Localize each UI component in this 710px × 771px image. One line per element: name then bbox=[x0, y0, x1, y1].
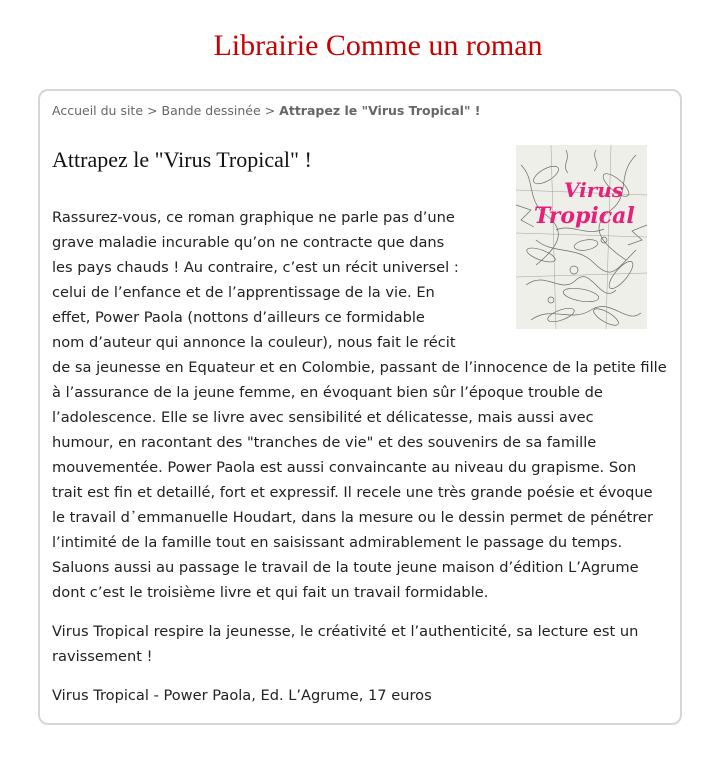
paragraph-line: nom d’auteur qui annonce la couleur), nous fait le récit bbox=[52, 334, 456, 351]
breadcrumb-separator: > bbox=[147, 103, 158, 118]
paragraph-line: l’intimité de la famille tout en saisissant admirablement le passage du temps. bbox=[52, 534, 623, 551]
paragraph-line: trait est fin et detaillé, fort et expressif. Il recele une très grande poésie et évoque bbox=[52, 484, 653, 501]
cover-title-line2: Tropical bbox=[534, 203, 635, 229]
breadcrumb-separator: > bbox=[264, 103, 276, 118]
paragraph-line: dont c’est le troisième livre et qui fait un travail formidable. bbox=[52, 584, 489, 601]
article-paragraph-2 bbox=[52, 619, 692, 669]
paragraph-line: mouvementée. Power Paola est aussi convaincante au niveau du grapisme. Son bbox=[52, 459, 637, 476]
article-paragraph-3: Virus Tropical - Power Paola, Ed. L’Agrume, 17 euros bbox=[52, 687, 432, 704]
paragraph-line: de sa jeunesse en Equateur et en Colombie, passant de l’innocence de la petite fille bbox=[52, 359, 667, 376]
paragraph-line: Virus Tropical respire la jeunesse, le créativité et l’authenticité, sa lecture est un bbox=[52, 623, 639, 640]
paragraph-line: ravissement ! bbox=[52, 648, 153, 665]
article-title: Attrapez le "Virus Tropical" ! bbox=[52, 147, 312, 172]
cover-title-line1: Virus bbox=[564, 178, 624, 202]
paragraph-line: grave maladie incurable qu’on ne contracte que dans bbox=[52, 234, 445, 251]
paragraph-line: l’adolescence. Elle se livre avec sensibilité et délicatesse, mais aussi avec bbox=[52, 409, 594, 426]
paragraph-line: à l’assurance de la jeune femme, en évoquant bien sûr l’époque trouble de bbox=[52, 384, 603, 401]
site-title[interactable]: Librairie Comme un roman bbox=[213, 29, 543, 62]
paragraph-line: Rassurez-vous, ce roman graphique ne parle pas d’une bbox=[52, 209, 455, 226]
breadcrumb-home-link[interactable]: Accueil du site bbox=[52, 103, 144, 118]
article-paragraph-1 bbox=[52, 205, 692, 605]
breadcrumb-current: Attrapez le "Virus Tropical" ! bbox=[279, 103, 481, 118]
article-body bbox=[52, 205, 692, 708]
paragraph-line: celui de l’enfance et de l’apprentissage de la vie. En bbox=[52, 284, 435, 301]
breadcrumb bbox=[52, 103, 481, 119]
paragraph-line: le travail d᾿emmanuelle Houdart, dans la mesure ou le dessin permet de pénétrer bbox=[52, 509, 653, 526]
article-card bbox=[38, 89, 682, 725]
breadcrumb-category-link[interactable]: Bande dessinée bbox=[161, 103, 261, 118]
paragraph-line: Saluons aussi au passage le travail de la toute jeune maison d’édition L’Agrume bbox=[52, 559, 639, 576]
paragraph-line: les pays chauds ! Au contraire, c’est un récit universel : bbox=[52, 259, 459, 276]
paragraph-line: effet, Power Paola (nottons d’ailleurs ce formidable bbox=[52, 309, 425, 326]
paragraph-line: humour, en racontant des "tranches de vie" et des souvenirs de sa famille bbox=[52, 434, 597, 451]
